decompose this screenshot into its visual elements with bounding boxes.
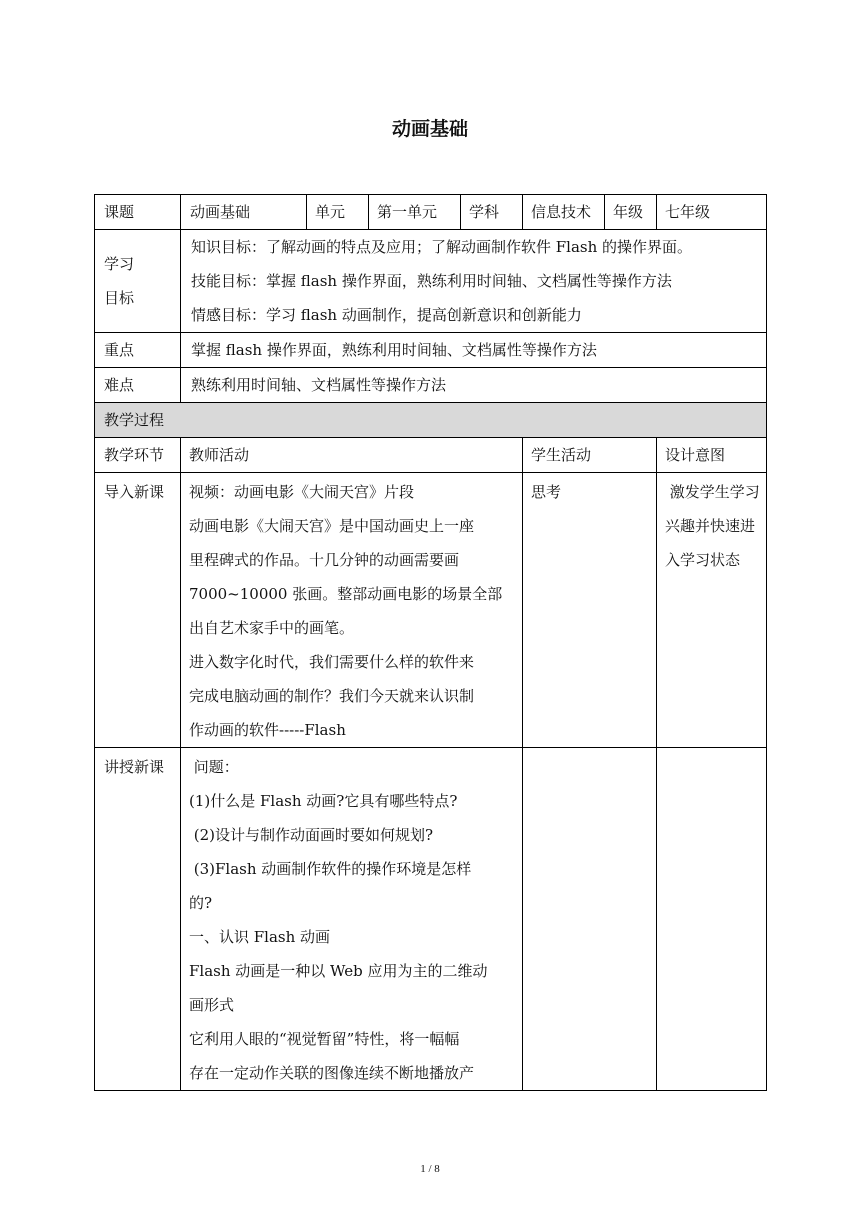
teacher-activity-line: 进入数字化时代，我们需要什么样的软件来 xyxy=(189,653,475,671)
goals-row xyxy=(95,230,767,333)
teacher-activity-line: 里程碑式的作品。十几分钟的动画需要画 xyxy=(189,551,460,569)
student-activity-cell xyxy=(523,473,657,748)
column-header-row xyxy=(95,438,767,473)
subject-value: 信息技术 xyxy=(523,195,605,230)
column-student: 学生活动 xyxy=(523,438,657,473)
column-teacher: 教师活动 xyxy=(181,438,523,473)
subject-label: 学科 xyxy=(461,195,523,230)
design-intent-line: 兴趣并快速进 xyxy=(665,517,756,535)
difficulty-row xyxy=(95,368,767,403)
column-stage: 教学环节 xyxy=(95,438,181,473)
student-activity-line: 思考 xyxy=(531,483,562,501)
design-intent-line: 激发学生学习 xyxy=(665,483,760,501)
key-point-value: 掌握 flash 操作界面，熟练利用时间轴、文档属性等操作方法 xyxy=(181,333,767,368)
grade-label: 年级 xyxy=(605,195,657,230)
unit-value: 第一单元 xyxy=(369,195,461,230)
goals-label-line: 目标 xyxy=(104,289,135,307)
course-value: 动画基础 xyxy=(181,195,307,230)
stage-cell: 导入新课 xyxy=(95,473,181,748)
teacher-activity-line: Flash 动画是一种以 Web 应用为主的二维动 xyxy=(189,962,488,980)
student-activity-cell xyxy=(523,748,657,1091)
teacher-activity-line: 7000~10000 张画。整部动画电影的场景全部 xyxy=(189,585,503,603)
stage-cell: 讲授新课 xyxy=(95,748,181,1091)
design-intent-cell xyxy=(657,748,767,1091)
teacher-activity-line: 视频：动画电影《大闹天宫》片段 xyxy=(189,483,415,501)
teacher-activity-line: 动画电影《大闹天宫》是中国动画史上一座 xyxy=(189,517,475,535)
difficulty-value: 熟练利用时间轴、文档属性等操作方法 xyxy=(181,368,767,403)
difficulty-label: 难点 xyxy=(95,368,181,403)
document-title: 动画基础 xyxy=(391,118,468,140)
teacher-activity-line: (1)什么是 Flash 动画?它具有哪些特点? xyxy=(189,792,458,810)
goals-label xyxy=(95,230,181,333)
teacher-activity-line: 完成电脑动画的制作？我们今天就来认识制 xyxy=(189,687,475,705)
info-row xyxy=(95,195,767,230)
lesson-plan-table xyxy=(94,194,767,1091)
teacher-activity-line: 它利用人眼的“视觉暂留”特性，将一幅幅 xyxy=(189,1030,460,1048)
column-intent: 设计意图 xyxy=(657,438,767,473)
course-label: 课题 xyxy=(95,195,181,230)
lesson-row xyxy=(95,473,767,748)
key-point-label: 重点 xyxy=(95,333,181,368)
unit-label: 单元 xyxy=(307,195,369,230)
page-number: 1 / 8 xyxy=(420,1163,440,1175)
teacher-activity-line: 的? xyxy=(189,894,213,912)
goals-content xyxy=(181,230,767,333)
knowledge-goal: 知识目标：了解动画的特点及应用；了解动画制作软件 Flash 的操作界面。 xyxy=(191,238,693,256)
lesson-row xyxy=(95,748,767,1091)
teacher-activity-line: 问题： xyxy=(189,758,239,776)
teacher-activity-line: 出自艺术家手中的画笔。 xyxy=(189,619,355,637)
teacher-activity-cell xyxy=(181,748,523,1091)
teacher-activity-line: 作动画的软件-----Flash xyxy=(189,721,346,739)
design-intent-cell xyxy=(657,473,767,748)
process-header-row xyxy=(95,403,767,438)
skill-goal: 技能目标：掌握 flash 操作界面，熟练利用时间轴、文档属性等操作方法 xyxy=(191,272,672,290)
teacher-activity-line: 存在一定动作关联的图像连续不断地播放产 xyxy=(189,1064,475,1082)
emotion-goal: 情感目标：学习 flash 动画制作，提高创新意识和创新能力 xyxy=(191,306,582,324)
process-header: 教学过程 xyxy=(95,403,767,438)
teacher-activity-cell xyxy=(181,473,523,748)
grade-value: 七年级 xyxy=(657,195,767,230)
teacher-activity-line: (3)Flash 动画制作软件的操作环境是怎样 xyxy=(189,860,472,878)
key-point-row xyxy=(95,333,767,368)
goals-label-line: 学习 xyxy=(104,255,135,273)
teacher-activity-line: 画形式 xyxy=(189,996,235,1014)
teacher-activity-line: (2)设计与制作动面画时要如何规划? xyxy=(189,826,434,844)
design-intent-line: 入学习状态 xyxy=(665,551,741,569)
teacher-activity-line: 一、认识 Flash 动画 xyxy=(189,928,331,946)
